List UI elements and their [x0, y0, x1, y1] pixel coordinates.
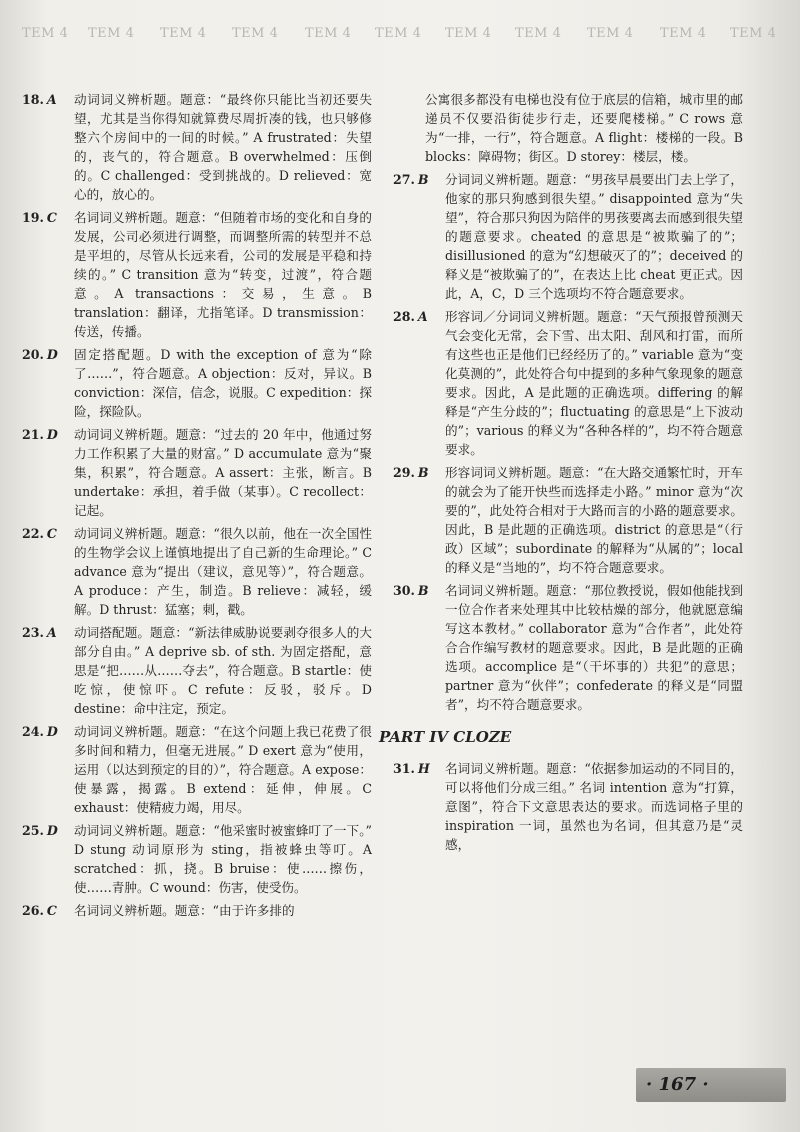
explanation-text: 名词词义辨析题。题意：“但随着市场的变化和自身的发展，公司必须进行调整，而调整所需的转型并不总是平坦的，尽管从长远来看，公司的发展是平稳和持续的。” C transition 意为“转变，过渡”，符合题意。A transactions：交易，生意。B translation：翻译，尤指笔译。D transmission：传送，传播。	[74, 210, 372, 339]
answer-letter: D	[46, 347, 58, 362]
explanation-text: 动词词义辨析题。题意：“很久以前，他在一次全国性的生物学会议上谨慎地提出了自己新的生命理论。” C advance 意为“提出（建议，意见等）”，符合题意。A produce：产生，制造。B relieve：减轻，缓解。D thrust：猛塞；刺，戳。	[74, 526, 372, 617]
answer-letter: A	[46, 92, 57, 107]
question-number: 31. H	[393, 761, 430, 776]
question-number: 26. C	[22, 903, 57, 918]
answer-entry	[393, 463, 743, 577]
question-number: 22. C	[22, 526, 57, 541]
question-number: 27. B	[393, 172, 429, 187]
answer-entry	[22, 623, 372, 718]
explanation-text: 名词词义辨析题。题意：“那位教授说，假如他能找到一位合作者来处理其中比较枯燥的部分，他就愿意编写这本教材。” collaborator 意为“合作者”，此处符合合作编写教材的题意要求。因此，B 是此题的正确选项。accomplice 是“（干坏事的）共犯”的意思；partner 意为“伙伴”；confederate 的释义是“同盟者”，均不符合题意要求。	[445, 583, 743, 712]
explanation-text: 动词词义辨析题。题意：“最终你只能比当初还要失望，尤其是当你得知就算费尽周折凑的钱，也只够修整六个房间中的一间的时候。” A frustrated：失望的，丧气的，符合题意。B overwhelmed：压倒的。C challenged：受到挑战的。D relieved：宽心的，放心的。	[74, 92, 372, 202]
running-header-label: TEM 4	[88, 26, 135, 41]
explanation-text: 动词词义辨析题。题意：“他采蜜时被蜜蜂叮了一下。” D stung 动词原形为 sting，指被蜂虫等叮。A scratched：抓，挠。B bruise：使……擦伤，使……青肿。C wound：伤害，使受伤。	[74, 823, 372, 895]
answer-letter: A	[417, 309, 428, 324]
answer-entry	[22, 524, 372, 619]
running-header-label: TEM 4	[445, 26, 492, 41]
question-number: 18. A	[22, 92, 57, 107]
explanation-text: 动词词义辨析题。题意：“过去的 20 年中，他通过努力工作积累了大量的财富。” D accumulate 意为“聚集，积累”，符合题意。A assert：主张，断言。B undertake：承担，着手做（某事）。C recollect：记起。	[74, 427, 372, 518]
answer-entry	[22, 425, 372, 520]
answer-entry	[22, 722, 372, 817]
running-header-label: TEM 4	[160, 26, 207, 41]
answer-letter: B	[417, 583, 429, 598]
running-header	[0, 18, 800, 52]
explanation-text: 动词搭配题。题意：“新法律威胁说要剥夺很多人的大部分自由。” A deprive sb. of sth. 为固定搭配，意思是“把……从……夺去”，符合题意。B startle：使吃惊，使惊吓。C refute：反驳，驳斥。D destine：命中注定，预定。	[74, 625, 372, 716]
question-number: 30. B	[393, 583, 429, 598]
answer-entry	[393, 581, 743, 714]
answer-letter: D	[46, 427, 58, 442]
answer-entry	[22, 901, 372, 920]
answer-entry	[22, 345, 372, 421]
page-number-tab	[636, 1068, 786, 1102]
answer-entry	[22, 208, 372, 341]
left-column	[22, 90, 372, 924]
running-header-label: TEM 4	[730, 26, 777, 41]
answer-letter: B	[417, 172, 429, 187]
answer-letter: D	[46, 724, 58, 739]
running-header-label: TEM 4	[22, 26, 69, 41]
answer-entry	[393, 307, 743, 459]
explanation-text: 形容词／分词词义辨析题。题意：“天气预报曾预测天气会变化无常，会下雪、出太阳、刮风和打雷，而所有这些也正是他们已经经历了的。” variable 意为“变化莫测的”，此处符合句中提到的多种气象现象的题意要求。因此，A 是此题的正确选项。differing 的解释是“产生分歧的”；fluctuating 的意思是“上下波动的”；various 的释义为“各种各样的”，均不符合题意要求。	[445, 309, 743, 457]
answer-entry	[393, 759, 743, 854]
answer-letter: C	[46, 210, 57, 225]
running-header-label: TEM 4	[587, 26, 634, 41]
explanation-text: 名词词义辨析题。题意：“依据参加运动的不同目的，可以将他们分成三组。” 名词 intention 意为“打算，意图”，符合下文意思表达的要求。而选词格子里的 inspiration 一词，虽然也为名词，但其意乃是“灵感，	[445, 761, 743, 852]
running-header-label: TEM 4	[232, 26, 279, 41]
right-column	[379, 90, 743, 858]
answer-letter: B	[417, 465, 429, 480]
continued-entry-text: 公寓很多都没有电梯也没有位于底层的信箱，城市里的邮递员不仅要沿街徒步行走，还要爬楼梯。” C rows 意为“一排，一行”，符合题意。A flight：楼梯的一段。B blocks：障碍物；街区。D storey：楼层，楼。	[425, 92, 743, 164]
answer-letter: C	[46, 903, 57, 918]
answer-letter: C	[46, 526, 57, 541]
explanation-text: 动词词义辨析题。题意：“在这个问题上我已花费了很多时间和精力，但毫无进展。” D exert 意为“使用，运用（以达到预定的目的）”，符合题意。A expose：使暴露，揭露。B extend：延伸，伸展。C exhaust：使精疲力竭，用尽。	[74, 724, 372, 815]
answer-entry	[393, 170, 743, 303]
question-number: 28. A	[393, 309, 428, 324]
part-heading: PART IV CLOZE	[379, 728, 512, 746]
running-header-label: TEM 4	[515, 26, 562, 41]
answer-letter: H	[417, 761, 430, 776]
question-number: 24. D	[22, 724, 58, 739]
explanation-text: 分词词义辨析题。题意：“男孩早晨要出门去上学了，他家的那只狗感到很失望。” disappointed 意为“失望”，符合那只狗因为陪伴的男孩要离去而感到很失望的题意要求。cheated 的意思是“被欺骗了的”；disillusioned 的意为“幻想破灭了的”；deceived 的释义是“被欺骗了的”，在表达上比 cheat 更正式。因此，A，C，D 三个选项均不符合题意要求。	[445, 172, 743, 301]
page-number: · 167 ·	[646, 1074, 709, 1095]
question-number: 21. D	[22, 427, 58, 442]
question-number: 19. C	[22, 210, 57, 225]
answer-entry	[22, 821, 372, 897]
explanation-text: 形容词词义辨析题。题意：“在大路交通繁忙时，开车的就会为了能开快些而选择走小路。” minor 意为“次要的”，此处符合相对于大路而言的小路的题意要求。因此，B 是此题的正确选项。district 的意思是“（行政）区域”；subordinate 的解释为“从属的”；local 的释义是“当地的”，均不符合题意要求。	[445, 465, 743, 575]
question-number: 20. D	[22, 347, 58, 362]
question-number: 23. A	[22, 625, 57, 640]
running-header-label: TEM 4	[660, 26, 707, 41]
question-number: 29. B	[393, 465, 429, 480]
answer-entry	[22, 90, 372, 204]
answer-letter: D	[46, 823, 58, 838]
explanation-text: 名词词义辨析题。题意：“由于许多排的	[74, 903, 295, 918]
question-number: 25. D	[22, 823, 58, 838]
running-header-label: TEM 4	[375, 26, 422, 41]
explanation-text: 固定搭配题。D with the exception of 意为“除了……”，符合题意。A objection：反对，异议。B conviction：深信，信念，说服。C expedition：探险，探险队。	[74, 347, 372, 419]
running-header-label: TEM 4	[305, 26, 352, 41]
answer-letter: A	[46, 625, 57, 640]
